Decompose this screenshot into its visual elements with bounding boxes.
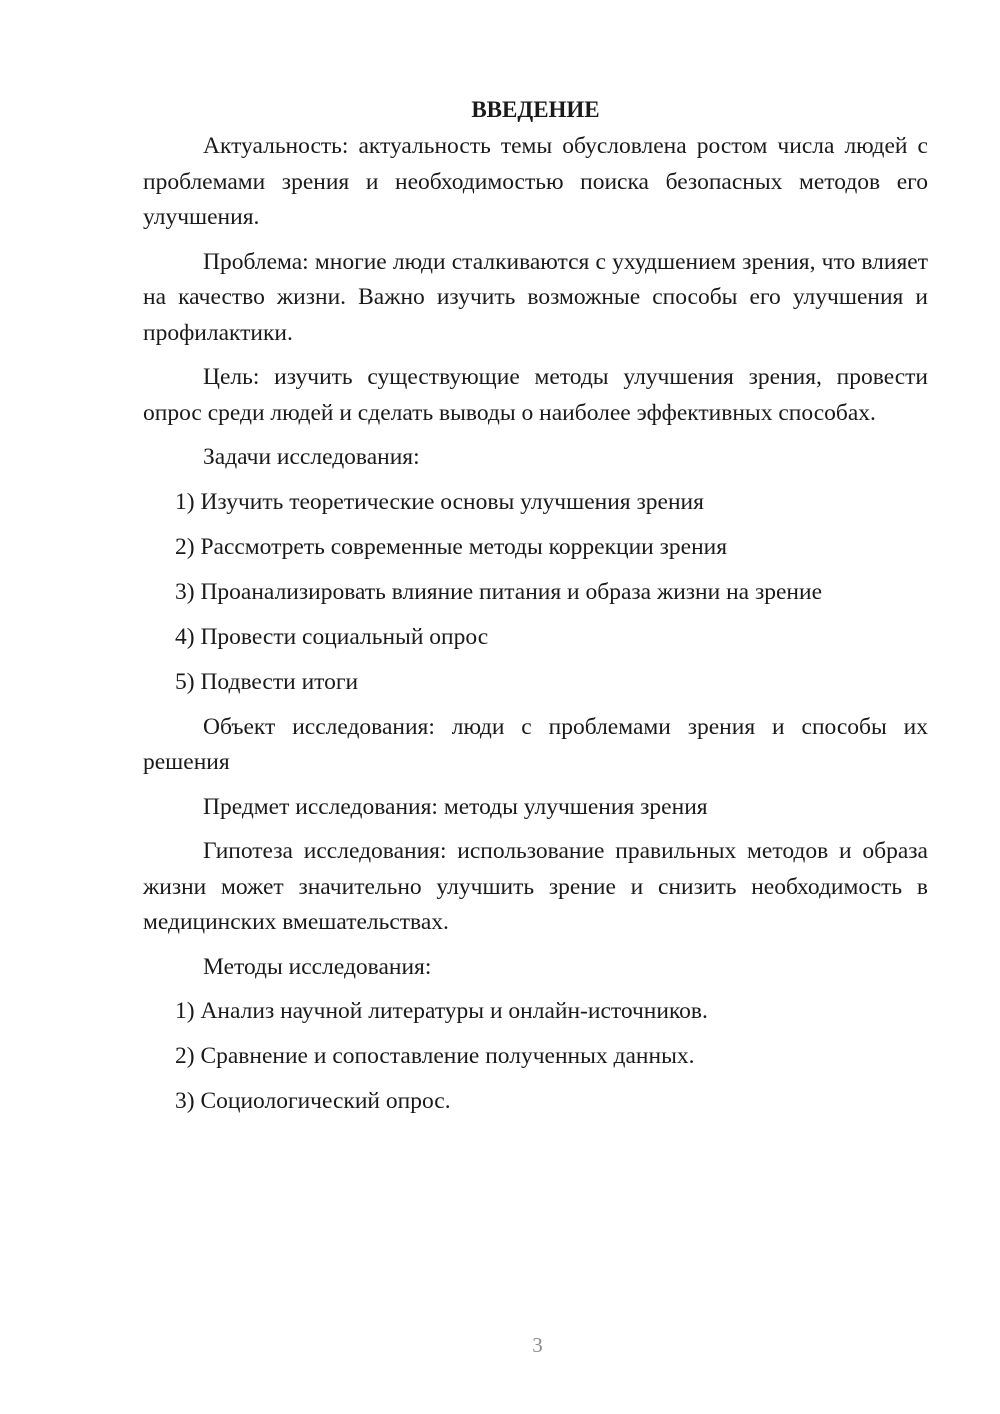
- method-item: 1) Анализ научной литературы и онлайн-источников.: [175, 998, 708, 1024]
- section-title: ВВЕДЕНИЕ: [471, 97, 600, 122]
- subject-paragraph: Предмет исследования: методы улучшения зрения: [203, 793, 708, 820]
- task-item: 1) Изучить теоретические основы улучшения зрения: [175, 488, 704, 515]
- document-body: [143, 92, 928, 1129]
- task-item: 2) Рассмотреть современные методы коррекции зрения: [175, 533, 728, 560]
- page-number: 3: [532, 1333, 543, 1357]
- object-paragraph: Объект исследования: люди с проблемами зрения и способы их решения: [143, 713, 928, 775]
- relevance-paragraph: Актуальность: актуальность темы обусловлена ростом числа людей с проблемами зрения и необходимостью поиска безопасных методов его улучшения.: [143, 133, 928, 230]
- problem-paragraph: Проблема: многие люди сталкиваются с ухудшением зрения, что влияет на качество жизни. Важно изучить возможные способы его улучшения и профилактики.: [143, 248, 928, 346]
- task-item: 4) Провести социальный опрос: [175, 623, 489, 650]
- hypothesis-paragraph: Гипотеза исследования: использование правильных методов и образа жизни может значительно улучшить зрение и снизить необходимость в медицинских вмешательствах.: [143, 838, 928, 935]
- method-item: 2) Сравнение и сопоставление полученных данных.: [175, 1043, 695, 1069]
- goal-paragraph: Цель: изучить существующие методы улучшения зрения, провести опрос среди людей и сделать выводы о наиболее эффективных способах.: [143, 364, 928, 426]
- methods-heading: Методы исследования:: [203, 953, 432, 980]
- task-item: 5) Подвести итоги: [175, 668, 359, 695]
- tasks-heading: Задачи исследования:: [203, 444, 420, 470]
- tasks-list: [143, 485, 928, 701]
- task-item: 3) Проанализировать влияние питания и образа жизни на зрение: [175, 578, 823, 605]
- method-item: 3) Социологический опрос.: [175, 1088, 451, 1114]
- methods-list: [143, 994, 928, 1120]
